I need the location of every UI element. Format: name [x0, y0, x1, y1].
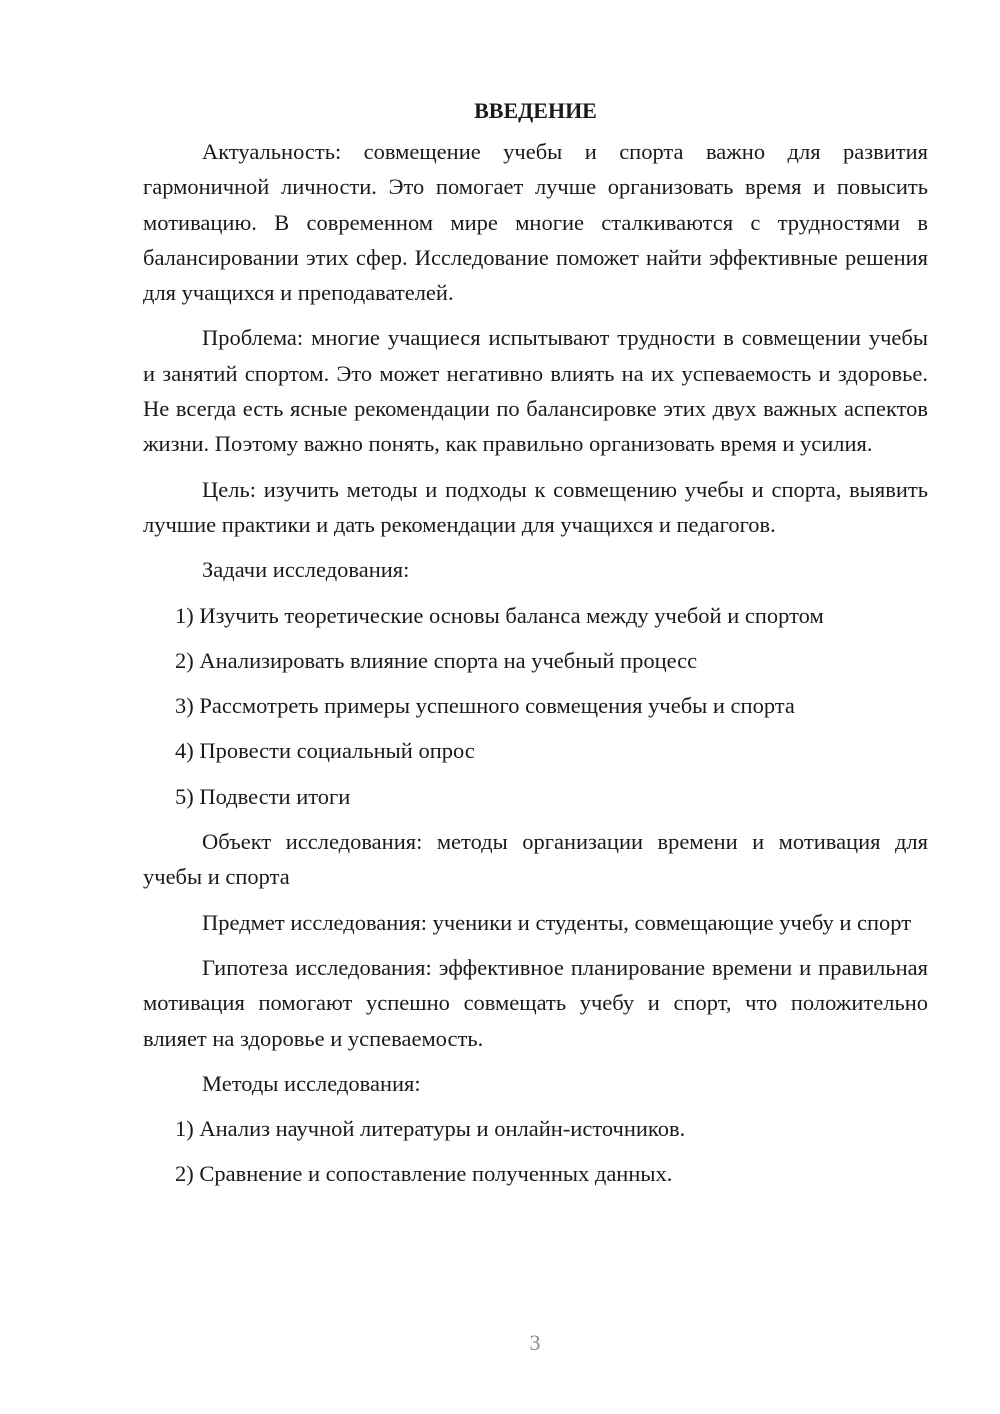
- hypothesis-paragraph: Гипотеза исследования: эффективное планирование времени и правильная мотивация помогают успешно совмещать учебу и спорт, что положительно влияет на здоровье и успеваемость.: [143, 954, 928, 1051]
- task-item: 1) Изучить теоретические основы баланса между учебой и спортом: [175, 602, 824, 628]
- page-number: 3: [529, 1330, 541, 1355]
- subject-paragraph: Предмет исследования: ученики и студенты, совмещающие учебу и спорт: [202, 909, 912, 935]
- method-item: 2) Сравнение и сопоставление полученных данных.: [175, 1161, 673, 1187]
- task-item: 2) Анализировать влияние спорта на учебный процесс: [175, 647, 698, 673]
- methods-heading: Методы исследования:: [202, 1070, 421, 1096]
- methods-list: [143, 1111, 928, 1192]
- problem-paragraph: Проблема: многие учащиеся испытывают трудности в совмещении учебы и занятий спортом. Это может негативно влиять на их успеваемость и здоровье. Не всегда есть ясные рекомендации по балансировке этих двух важных аспектов жизни. Поэтому важно понять, как правильно организовать время и усилия.: [143, 325, 928, 457]
- object-paragraph: Объект исследования: методы организации времени и мотивация для учебы и спорта: [143, 829, 928, 890]
- tasks-list: [143, 598, 928, 814]
- method-item: 1) Анализ научной литературы и онлайн-источников.: [175, 1116, 686, 1142]
- tasks-heading: Задачи исследования:: [202, 557, 410, 583]
- task-item: 5) Подвести итоги: [175, 783, 351, 809]
- section-title: ВВЕДЕНИЕ: [474, 98, 597, 123]
- task-item: 4) Провести социальный опрос: [175, 738, 475, 764]
- task-item: 3) Рассмотреть примеры успешного совмещения учебы и спорта: [175, 693, 795, 719]
- document-page: [143, 96, 928, 1202]
- relevance-paragraph: Актуальность: совмещение учебы и спорта важно для развития гармоничной личности. Это помогает лучше организовать время и повысить мотивацию. В современном мире многие сталкиваются с трудностями в балансировании этих сфер. Исследование поможет найти эффективные решения для учащихся и преподавателей.: [143, 139, 928, 306]
- goal-paragraph: Цель: изучить методы и подходы к совмещению учебы и спорта, выявить лучшие практики и дать рекомендации для учащихся и педагогов.: [143, 476, 928, 537]
